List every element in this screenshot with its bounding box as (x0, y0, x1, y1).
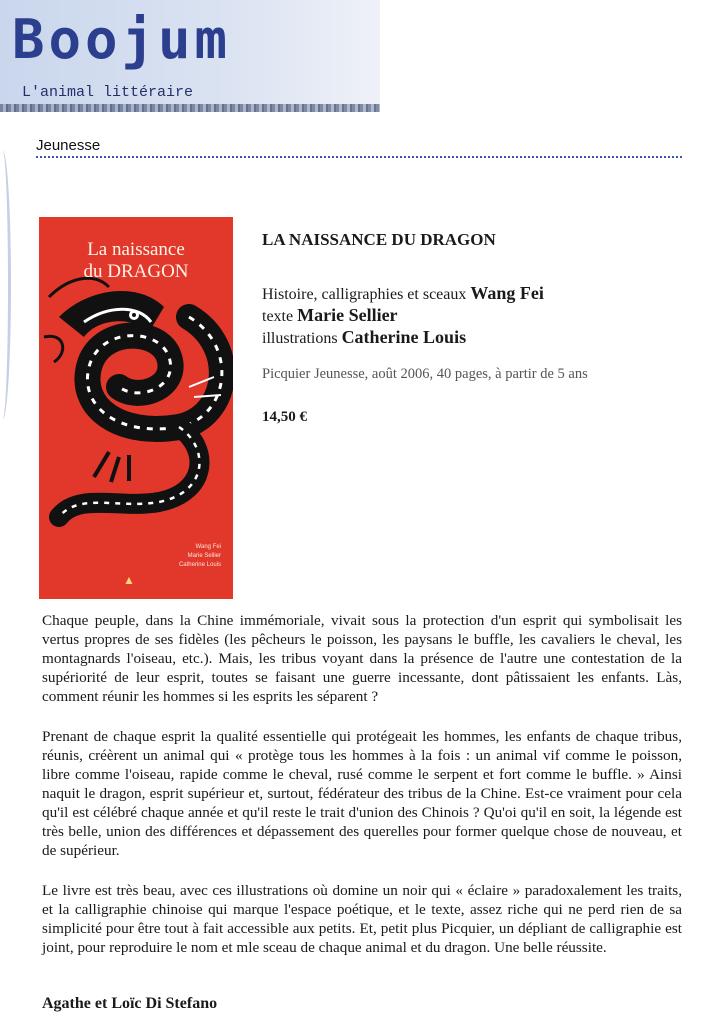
credit-name: Wang Fei (470, 283, 544, 303)
logo-subtitle: L'animal littéraire (22, 84, 194, 101)
cover-title-line1: La naissance (87, 239, 185, 260)
credit-line (262, 283, 544, 305)
book-cover-image (39, 217, 233, 599)
logo-title: Boojum (12, 8, 232, 71)
logo-banner (0, 0, 380, 112)
credit-line (262, 305, 544, 327)
dragon-illustration-icon (39, 277, 233, 547)
credit-line (262, 327, 544, 349)
publisher-logo-icon: ▲ (123, 573, 135, 587)
credit-role: illustrations (262, 330, 338, 347)
credit-name: Catherine Louis (341, 327, 467, 347)
dotted-divider (36, 156, 682, 158)
review-paragraph: Le livre est très beau, avec ces illustrations où domine un noir qui « éclaire » paradoxalement les traits, et la calligraphie chinoise qui marque l'espace poétique, et le texte, assez riche qui ne perd rien de sa simplicité pour être tout à fait accessible aux petits. Et, petit plus Picquier, un dépliant de calligraphie est joint, pour reproduire le nom et mle sceau de chaque animal et du dragon. Une belle réussite. (42, 882, 682, 956)
book-title: LA NAISSANCE DU DRAGON (262, 230, 496, 249)
review-body (42, 611, 682, 978)
review-paragraph: Chaque peuple, dans la Chine immémoriale, vivait sous la protection d'un esprit qui symbolisait les vertus propres de ses fidèles (les pêcheurs le poisson, les paysans le buffle, les cavaliers le cheval, les montagnards l'oiseau, etc.). Mais, les tribus voyant dans la présence de l'autre une contestation de la supériorité de leur esprit, toutes se faisant une guerre incessante, dont pâtissaient les enfants. Làs, comment réunir les hommes si les esprits les séparent ? (42, 612, 682, 705)
cover-credit: Marie Sellier (187, 553, 221, 559)
credit-name: Marie Sellier (297, 305, 398, 325)
publisher-info: Picquier Jeunesse, août 2006, 40 pages, à partir de 5 ans (262, 366, 588, 382)
cover-credit: Catherine Louis (178, 562, 221, 568)
review-paragraph: Prenant de chaque esprit la qualité essentielle qui protégeait les hommes, les enfants de chaque tribus, réunis, créèrent un animal qui « protège tous les hommes à la fois : un animal vif comme le poisson, libre comme l'oiseau, rapide comme le cheval, rusé comme le serpent et fort comme le buffle. » Ainsi naquit le dragon, esprit supérieur et, surtout, fédérateur des tribus de la Chine. Est-ce vraiment pour cela qu'il est célébré chaque année et qu'il reste le trait d'union des Chinois ? Qu'oi qu'il en soit, la légende est très belle, union des différences et dépassement des querelles pour former quelque chose de nouveau, et de supérieur. (42, 728, 682, 859)
cover-credits (179, 543, 221, 570)
cover-credit: Wang Fei (195, 544, 221, 550)
credit-role: Histoire, calligraphies et sceaux (262, 286, 467, 303)
cover-title-line2: du DRAGON (83, 261, 189, 282)
review-author: Agathe et Loïc Di Stefano (42, 995, 218, 1012)
section-label: Jeunesse (36, 137, 101, 154)
book-price: 14,50 € (262, 409, 307, 425)
decorative-arc (0, 150, 11, 420)
book-credits (262, 283, 544, 349)
credit-role: texte (262, 308, 294, 325)
